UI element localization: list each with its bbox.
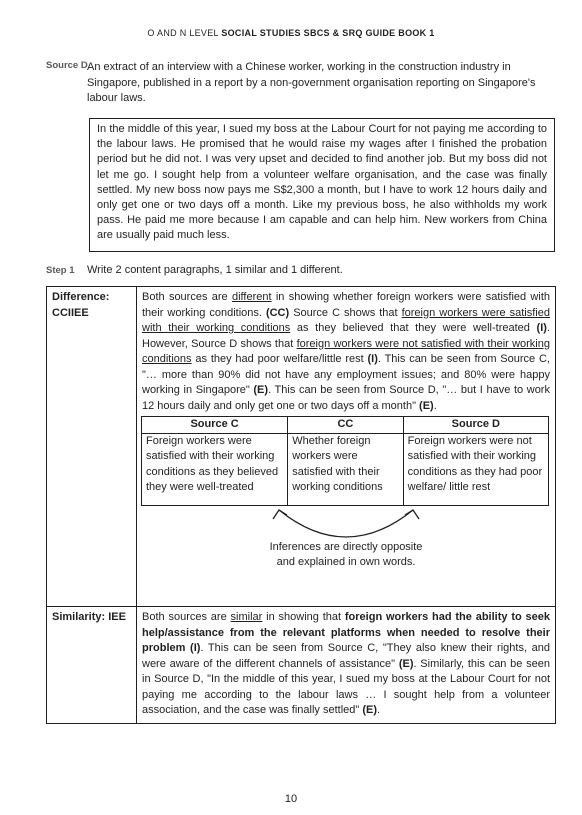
step-text: Write 2 content paragraphs, 1 similar and 1 different. [87, 264, 343, 276]
similarity-row [47, 607, 556, 724]
difference-row [47, 287, 556, 607]
comparison-cell-source-d: Foreign workers were not satisfied with their working conditions as they had poor welfare/ little rest [403, 433, 548, 505]
step-label: Step 1 [46, 265, 75, 276]
answer-table [46, 286, 556, 724]
source-d-intro: An extract of an interview with a Chinese worker, working in the construction industry in Singapore, published in a report by a non-government organisation reporting on Singapore's labour laws. [87, 61, 536, 104]
header-title: SOCIAL STUDIES SBCS & SRQ GUIDE BOOK 1 [221, 28, 435, 38]
comparison-header-cc: CC [288, 417, 403, 434]
comparison-header-source-d: Source D [403, 417, 548, 434]
inference-arrow-area [142, 506, 550, 578]
difference-label: Difference: [52, 291, 110, 303]
source-d-label: Source D [46, 60, 88, 71]
source-d-quote: In the middle of this year, I sued my boss at the Labour Court for not paying me according to the labour laws. He promised that he would raise my wages after I finished the probation period but he did not. I was very upset and decided to find another job. But my boss did not let me go. I sought help from a volunteer welfare organisation, and the case was finally settled. My new boss now pays me S$2,300 a month, but I have to work 12 hours daily and only get one or two days off a month. Like my previous boss, he also withholds my work pass. He paid me more because I am capable and can help him. New workers from China are usually paid much less. [97, 123, 547, 242]
step-instruction [46, 264, 556, 276]
comparison-header-source-c: Source C [142, 417, 288, 434]
comparison-table [141, 416, 549, 506]
difference-content-cell [137, 287, 556, 607]
difference-label-cell [47, 287, 137, 607]
comparison-header-row [142, 417, 549, 434]
similarity-paragraph: Both sources are similar in showing that foreign workers had the ability to seek help/assistance from the relevant platforms when needed to resolve their problem (I). This can be seen from Source C, "They also knew their rights, and were aware of the different channels of assistance" (E). Similarly, this can be seen in Source D, "In the middle of this year, I sued my boss at the Labour Court for not paying me according to the labour laws … I sought help from a volunteer association, and the case was finally settled" (E). [142, 611, 551, 716]
comparison-cell-cc: Whether foreign workers were satisfied with their working conditions [288, 433, 403, 505]
difference-code: CCIIEE [52, 306, 89, 319]
running-header [0, 28, 582, 38]
similarity-label: Similarity: IEE [52, 611, 126, 623]
source-d-quote-box [89, 118, 555, 252]
similarity-label-cell [47, 607, 137, 724]
similarity-content-cell [137, 607, 556, 724]
comparison-cell-source-c: Foreign workers were satisfied with their working conditions as they believed they were well-treated [142, 433, 288, 505]
comparison-body-row [142, 433, 549, 505]
difference-paragraph: Both sources are different in showing whether foreign workers were satisfied with their working conditions. (CC) Source C shows that foreign workers were satisfied with their working conditions as they believed that they were well-treated (I). However, Source D shows that foreign workers were not satisfied with their working conditions as they had poor welfare/little rest (I). This can be seen from Source C, "… more than 90% did not have any employment issues; and 80% were happy working in Singapore" (E). This can be seen from Source D, "… but I have to work 12 hours daily and only get one or two days off a month" (E). [142, 291, 550, 412]
header-prefix: O AND N LEVEL [147, 28, 222, 38]
source-d-block [46, 60, 556, 107]
inference-note: Inferences are directly opposite and explained in own words. [269, 540, 423, 568]
page-number: 10 [284, 793, 298, 805]
